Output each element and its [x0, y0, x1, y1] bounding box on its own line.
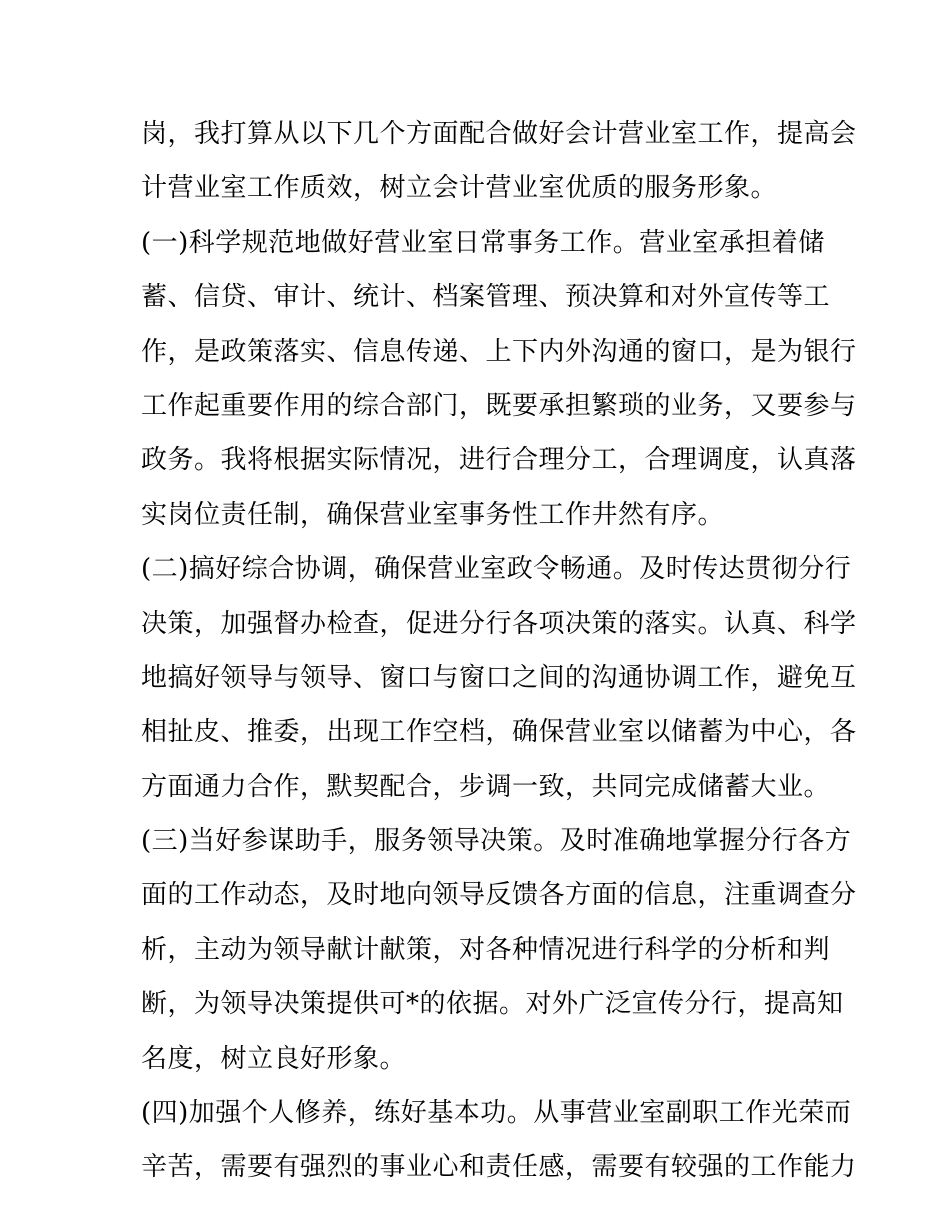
text-line: 析，主动为领导献计献策，对各种情况进行科学的分析和判	[141, 934, 831, 965]
text-line: 计营业室工作质效，树立会计营业室优质的服务形象。	[141, 173, 778, 204]
text-line: 蓄、信贷、审计、统计、档案管理、预决算和对外宣传等工	[141, 282, 831, 313]
text-line: 辛苦，需要有强烈的事业心和责任感，需要有较强的工作能力	[141, 1152, 857, 1183]
text-line: (二)搞好综合协调，确保营业室政令畅通。及时传达贯彻分行	[141, 554, 852, 585]
body-text	[141, 107, 857, 1195]
text-line: (一)科学规范地做好营业室日常事务工作。营业室承担着储	[141, 227, 825, 258]
text-line: 名度，树立良好形象。	[141, 1043, 407, 1074]
text-line: (四)加强个人修养，练好基本功。从事营业室副职工作光荣而	[141, 1098, 852, 1129]
text-line: 作，是政策落实、信息传递、上下内外沟通的窗口，是为银行	[141, 336, 857, 367]
text-line: (三)当好参谋助手，服务领导决策。及时准确地掌握分行各方	[141, 826, 852, 857]
text-line: 政务。我将根据实际情况，进行合理分工，合理调度，认真落	[141, 445, 857, 476]
text-line: 方面通力合作，默契配合，步调一致，共同完成储蓄大业。	[141, 771, 831, 802]
text-line: 决策，加强督办检查，促进分行各项决策的落实。认真、科学	[141, 608, 857, 639]
text-line: 地搞好领导与领导、窗口与窗口之间的沟通协调工作，避免互	[141, 662, 857, 693]
text-line: 实岗位责任制，确保营业室事务性工作井然有序。	[141, 499, 725, 530]
text-line: 岗，我打算从以下几个方面配合做好会计营业室工作，提高会	[141, 119, 857, 149]
text-line: 断，为领导决策提供可*的依据。对外广泛宣传分行，提高知	[141, 989, 844, 1020]
text-line: 面的工作动态，及时地向领导反馈各方面的信息，注重调查分	[141, 880, 857, 911]
text-line: 相扯皮、推委，出现工作空档，确保营业室以储蓄为中心，各	[141, 717, 857, 748]
text-line: 工作起重要作用的综合部门，既要承担繁琐的业务，又要参与	[141, 390, 857, 421]
